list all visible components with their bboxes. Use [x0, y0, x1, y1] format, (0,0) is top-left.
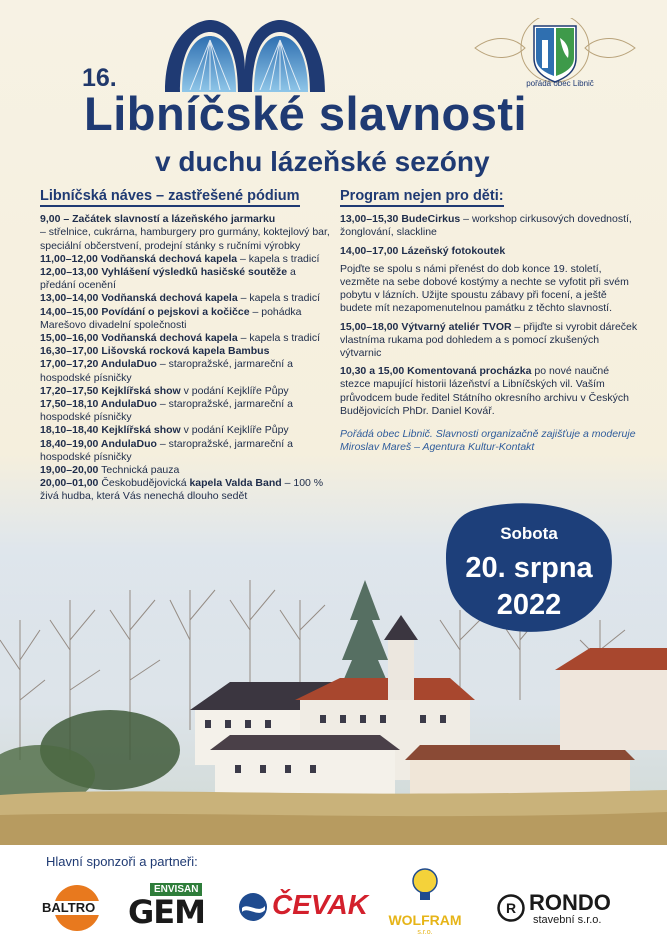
- item-text: Technická pauza: [98, 464, 180, 477]
- event-date: [444, 524, 614, 622]
- item-text: v podání Kejklíře Půpy: [180, 424, 289, 437]
- item-title: kapela Valda Band: [189, 477, 282, 490]
- schedule-item: [40, 464, 330, 477]
- fountain-arches-logo: [160, 20, 330, 95]
- item-time: 15,00–16,00: [40, 332, 99, 345]
- schedule-item: [40, 226, 330, 252]
- item-text: – 100 % živá hudba, která Vás nenechá dlouho sedět: [40, 477, 324, 503]
- wolfram-logo: [380, 867, 470, 942]
- item-text: – kapela s tradicí: [237, 252, 320, 265]
- item-time: 14,00–17,00: [340, 244, 399, 257]
- list-item: [340, 213, 640, 239]
- item-text: – staropražské, jarmareční a hospodské písničky: [40, 437, 293, 463]
- organizer-label: pořádá obec Libnič: [526, 79, 594, 88]
- kids-program-heading: Program nejen pro děti:: [340, 190, 504, 207]
- item-time: 20,00–01,00: [40, 477, 99, 490]
- header: [0, 0, 667, 190]
- item-title: AndulaDuo: [98, 358, 157, 371]
- page-title: Libníčské slavnosti: [84, 87, 528, 140]
- kids-program: [340, 190, 640, 454]
- schedule-item: [40, 358, 330, 384]
- photo-corner-description: Pojďte se spolu s námi přenést do dob konce 19. století, vezměte na sebe dobové kostýmy a nechte se vyfotit při svém pobytu v lázních. Užijte spoustu zábavy při focení, a ještě budete mít nezapomenutelnou památku z těchto slavností.: [340, 262, 629, 315]
- rondo-logo: [497, 890, 627, 930]
- item-time: 17,50–18,10: [40, 398, 99, 411]
- schedule-item: [40, 398, 330, 424]
- cevak-text: ČEVAK: [272, 889, 368, 920]
- wolfram-text: WOLFRAM: [388, 912, 462, 928]
- cevak-logo: [238, 887, 368, 927]
- page-subtitle: v duchu lázeňské sezóny: [155, 146, 490, 177]
- event-day-month: 20. srpna: [465, 552, 593, 584]
- schedule-item: [40, 345, 330, 358]
- item-time: 10,30 a 15,00: [340, 365, 405, 378]
- item-title: AndulaDuo: [98, 437, 157, 450]
- item-time: 18,10–18,40: [40, 424, 99, 437]
- item-title: – Začátek slavností a lázeňského jarmarku: [60, 213, 276, 226]
- event-year: 2022: [496, 589, 562, 621]
- item-time: 17,00–17,20: [40, 358, 99, 371]
- item-title: Vodňanská dechová kapela: [97, 252, 238, 265]
- item-text: – workshop cirkusových dovedností, žonglování, slackline: [340, 213, 632, 239]
- item-title: AndulaDuo: [98, 398, 157, 411]
- item-time: 19,00–20,00: [40, 464, 99, 477]
- item-text: – kapela s tradicí: [237, 292, 320, 305]
- list-item: [340, 321, 640, 361]
- item-time: 13,00–14,00: [40, 292, 99, 305]
- schedule-item: [40, 266, 330, 292]
- stage-program-list: [40, 213, 330, 503]
- envisan-gem-logo: [128, 883, 223, 933]
- rondo-text: RONDO: [529, 890, 611, 915]
- item-time: 15,00–18,00: [340, 320, 399, 333]
- svg-text:R: R: [505, 900, 517, 916]
- schedule-item: [40, 213, 330, 226]
- item-text: v podání Kejklíře Půpy: [180, 384, 289, 397]
- item-time: 12,00–13,00: [40, 266, 99, 279]
- organizer-note: Pořádá obec Libnič. Slavnosti organizačně zajišťuje a moderuje Miroslav Mareš – Agentura Kultur-Kontakt: [340, 428, 636, 454]
- schedule-item: [40, 292, 330, 305]
- item-title: Kejklířská show: [98, 384, 181, 397]
- baltro-text: BALTRO: [42, 900, 96, 915]
- item-title: Komentovaná procházka: [404, 365, 532, 378]
- schedule-item: [40, 438, 330, 464]
- list-item: [340, 365, 640, 418]
- item-title: Výtvarný ateliér TVOR: [398, 320, 512, 333]
- gem-text: GEM: [128, 893, 205, 931]
- item-text: – pohádka Marešovo divadelní společnosti: [40, 305, 302, 331]
- item-time: 14,00–15,00: [40, 305, 99, 318]
- edition-number: 16.: [82, 64, 117, 92]
- schedule-item: [40, 306, 330, 332]
- item-title: – střelnice, cukrárna, hamburgery pro gurmány, koktejlový bar, speciální občerstvení, prodejní stánky s ručními výrobky: [40, 226, 330, 252]
- item-text: – přijďte si vyrobit dáreček vlastníma rukama pod dohledem a s pomocí zkušených výtvarnic: [340, 320, 638, 360]
- item-text: a předání ocenění: [40, 266, 296, 292]
- event-day: Sobota: [500, 524, 558, 543]
- stage-program: [40, 190, 330, 504]
- envisan-text: ENVISAN: [150, 883, 202, 896]
- schedule-item: [40, 424, 330, 437]
- item-title: BudeCirkus: [398, 213, 461, 226]
- item-text: – kapela s tradicí: [237, 332, 320, 345]
- item-text: po nové naučné stezce mapující historii lázeňství a Libníčských vil. Vaším průvodcem bude ředitel Státního okresního archivu v Českých Budějovicích PhDr. Daniel Kovář.: [340, 365, 629, 417]
- schedule-item: [40, 332, 330, 345]
- sponsors-label: Hlavní sponzoři a partneři:: [46, 854, 198, 869]
- list-item: [340, 245, 640, 258]
- schedule-item: [40, 385, 330, 398]
- schedule-item: [40, 477, 330, 503]
- schedule-item: [40, 253, 330, 266]
- item-title: Vodňanská dechová kapela: [98, 292, 238, 305]
- rondo-subtext: stavební s.r.o.: [533, 914, 602, 926]
- stage-program-heading: Libníčská náves – zastřešené pódium: [40, 190, 300, 207]
- item-time: 11,00–12,00: [40, 252, 98, 265]
- item-text: – staropražské, jarmareční a hospodské písničky: [40, 358, 293, 384]
- item-time: 13,00–15,30: [340, 213, 399, 226]
- item-time: 17,20–17,50: [40, 384, 99, 397]
- item-time: 16,30–17,00: [40, 345, 99, 358]
- item-time: 18,40–19,00: [40, 437, 99, 450]
- item-text: Českobudějovická: [98, 477, 190, 490]
- sponsors-bar: [0, 845, 667, 947]
- baltro-logo: [40, 883, 115, 933]
- item-title: Lišovská rocková kapela Bambus: [98, 345, 270, 358]
- item-title: Vyhlášení výsledků hasičské soutěže: [98, 266, 288, 279]
- item-title: Povídání o pejskovi a kočičce: [98, 305, 250, 318]
- item-title: Kejklířská show: [98, 424, 181, 437]
- item-title: Vodňanská dechová kapela: [98, 332, 238, 345]
- item-time: 9,00: [40, 213, 61, 226]
- item-title: Lázeňský fotokoutek: [398, 244, 506, 257]
- item-text: – staropražské, jarmareční a hospodské písničky: [40, 398, 293, 424]
- wolfram-subtext: s.r.o.: [417, 929, 433, 936]
